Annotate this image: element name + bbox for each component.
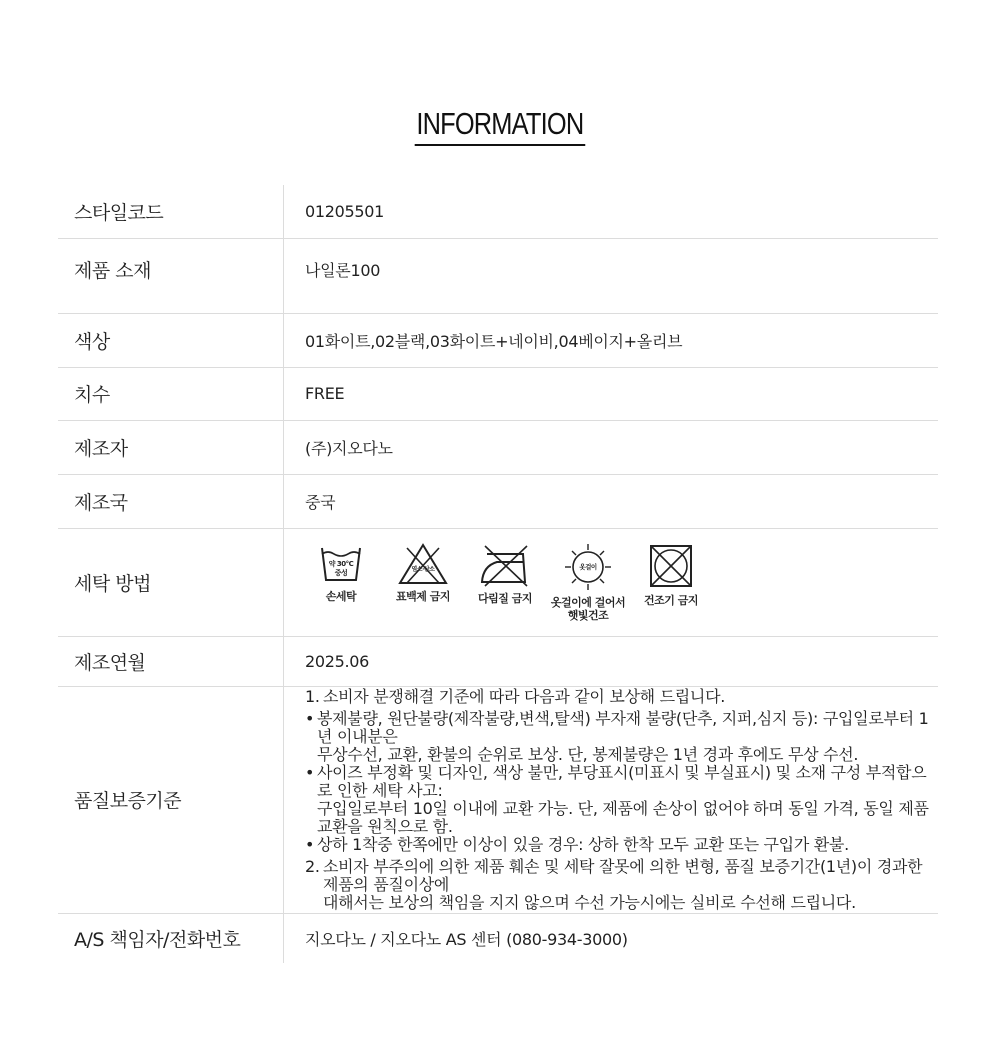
no-bleach-caption: 표백제 금지: [396, 590, 450, 603]
no-bleach-icon: [398, 542, 448, 586]
as-label: A/S 책임자/전화번호: [58, 913, 284, 963]
warranty-value: [284, 686, 939, 913]
hand-wash-icon: [319, 542, 363, 586]
warranty-bullet-2: [305, 764, 937, 836]
country-label: 제조국: [58, 474, 284, 528]
row-washing: [58, 528, 938, 636]
no-iron-icon: [479, 542, 531, 588]
warranty-bullet-2-line-2: 구입일로부터 10일 이내에 교환 가능. 단, 제품에 손상이 없어야 하며 동일 가격, 동일 제품 교환을 원칙으로 함.: [317, 798, 929, 836]
care-no-iron: [464, 542, 546, 605]
row-color: [58, 313, 938, 367]
line-dry-caption-2: 햇빛건조: [567, 609, 609, 622]
style-code-label: 스타일코드: [58, 185, 284, 238]
care-no-bleach: [382, 542, 464, 603]
as-value: 지오다노 / 지오다노 AS 센터 (080-934-3000): [305, 929, 628, 949]
row-size: [58, 367, 938, 420]
warranty-bullet-3-line-1: • 상하 1착중 한쪽에만 이상이 있을 경우: 상하 한착 모두 교환 또는 구입가 환불.: [317, 834, 849, 854]
style-code-value: 01205501: [284, 185, 939, 238]
size-label: 치수: [58, 367, 284, 420]
line-dry-inner: 옷걸이: [579, 563, 597, 571]
warranty-item-1-num: 1.: [305, 686, 320, 706]
warranty-label: 품질보증기준: [58, 686, 284, 913]
date-value: 2025.06: [284, 636, 939, 686]
row-manufacturer: [58, 420, 938, 474]
row-material: [58, 238, 938, 313]
row-warranty: [58, 686, 938, 913]
row-date: [58, 636, 938, 686]
row-style-code: [58, 185, 938, 238]
material-value: 나일론100: [284, 238, 939, 313]
hand-wash-caption: 손세탁: [325, 590, 357, 603]
hand-wash-temp: 약 30°C: [328, 560, 354, 568]
warranty-item-2: [305, 858, 937, 912]
care-icons: [300, 542, 937, 622]
care-hand-wash: [300, 542, 382, 603]
no-bleach-inner: 염소·산소: [411, 566, 435, 573]
warranty-bullet-2-line-1: • 사이즈 부정확 및 디자인, 색상 불만, 부당표시(미표시 및 부실표시) 및 소재 구성 부적합으로 인한 세탁 사고:: [317, 762, 927, 800]
warranty-item-2-num: 2.: [305, 856, 320, 876]
warranty-bullet-1-line-2: 무상수선, 교환, 환불의 순위로 보상. 단, 봉제불량은 1년 경과 후에도 무상 수선.: [317, 744, 859, 764]
country-value: 중국: [284, 474, 939, 528]
line-dry-caption-1: 옷걸이에 걸어서: [550, 596, 626, 609]
manufacturer-label: 제조자: [58, 420, 284, 474]
product-info-table: [58, 185, 938, 963]
color-value: 01화이트,02블랙,03화이트+네이비,04베이지+올리브: [284, 313, 939, 367]
page-title: INFORMATION: [415, 105, 585, 146]
warranty-item-1: [305, 688, 937, 706]
hand-wash-neutral: 중성: [334, 569, 348, 577]
warranty-bullet-1-line-1: • 봉제불량, 원단불량(제작불량,변색,탈색) 부자재 불량(단추, 지퍼,심지 등): 구입일로부터 1년 이내분은: [317, 708, 929, 746]
washing-label: 세탁 방법: [58, 528, 284, 636]
warranty-bullet-3: [305, 836, 937, 854]
washing-value: [284, 528, 939, 636]
no-iron-caption: 다림질 금지: [478, 592, 532, 605]
warranty-bullets: [305, 710, 937, 854]
color-label: 색상: [58, 313, 284, 367]
line-dry-shade-icon: [563, 542, 613, 592]
page-title-wrap: [0, 105, 1000, 146]
no-tumble-dry-caption: 건조기 금지: [644, 594, 698, 607]
manufacturer-value: (주)지오다노: [284, 420, 939, 474]
warranty-item-2-line-1: 소비자 부주의에 의한 제품 훼손 및 세탁 잘못에 의한 변형, 품질 보증기간(1년)이 경과한 제품의 품질이상에: [323, 856, 923, 894]
warranty-item-2-text: [323, 858, 937, 912]
size-value: FREE: [284, 367, 939, 420]
date-label: 제조연월: [58, 636, 284, 686]
warranty-item-1-text: 소비자 분쟁해결 기준에 따라 다음과 같이 보상해 드립니다.: [323, 686, 726, 706]
material-label: 제품 소재: [58, 238, 284, 313]
row-as: [58, 913, 938, 963]
care-no-tumble-dry: [630, 542, 712, 607]
warranty-bullet-1: [305, 710, 937, 764]
warranty-item-2-line-2: 대해서는 보상의 책임을 지지 않으며 수선 가능시에는 실비로 수선해 드립니다.: [323, 892, 856, 912]
no-tumble-dry-icon: [647, 542, 695, 590]
row-country: [58, 474, 938, 528]
care-line-dry: [546, 542, 630, 622]
